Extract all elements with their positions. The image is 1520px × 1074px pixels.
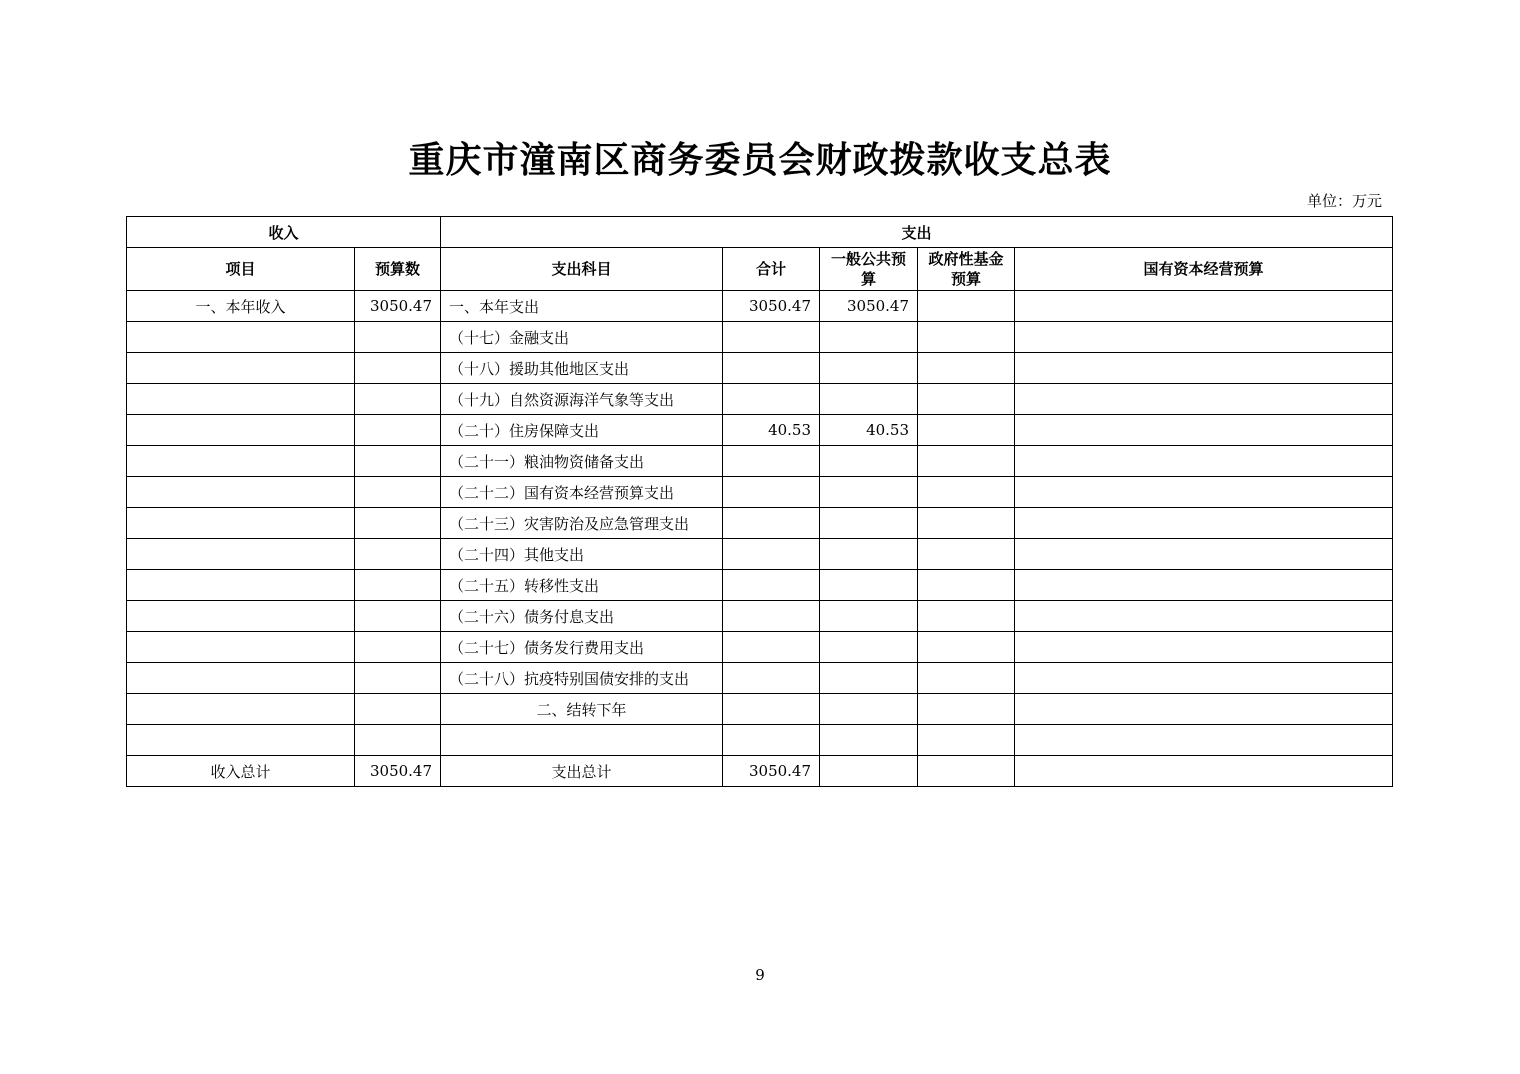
- unit-label: 单位：万元: [1306, 192, 1382, 210]
- row-total-cell: [723, 694, 820, 725]
- row-total-cell: 3050.47: [723, 291, 820, 322]
- row-capital-cell: [1015, 446, 1393, 477]
- row-total-cell: [723, 446, 820, 477]
- row-item-cell: [127, 601, 355, 632]
- row-budget-cell: [355, 415, 441, 446]
- table-row: [127, 725, 1393, 756]
- row-total-cell: [723, 570, 820, 601]
- row-fund-cell: [918, 477, 1015, 508]
- page-title: 重庆市潼南区商务委员会财政拨款收支总表: [408, 139, 1112, 181]
- row-capital-cell: [1015, 601, 1393, 632]
- row-general-cell: [820, 353, 918, 384]
- row-fund-cell: [918, 508, 1015, 539]
- row-budget-cell: [355, 322, 441, 353]
- row-subject-cell: 二、结转下年: [441, 694, 723, 725]
- row-capital-cell: [1015, 415, 1393, 446]
- total-header: 合计: [723, 248, 820, 291]
- row-total-cell: [723, 663, 820, 694]
- row-budget-cell: [355, 694, 441, 725]
- row-budget-cell: 3050.47: [355, 756, 441, 787]
- row-fund-cell: [918, 694, 1015, 725]
- row-general-cell: [820, 756, 918, 787]
- row-budget-cell: [355, 570, 441, 601]
- row-general-cell: [820, 632, 918, 663]
- row-fund-cell: [918, 570, 1015, 601]
- row-total-cell: [723, 384, 820, 415]
- column-header-row: [127, 248, 1393, 291]
- row-subject-cell: （二十三）灾害防治及应急管理支出: [441, 508, 723, 539]
- row-subject-cell: （二十）住房保障支出: [441, 415, 723, 446]
- row-general-cell: [820, 384, 918, 415]
- table-row: [127, 384, 1393, 415]
- row-item-cell: [127, 694, 355, 725]
- row-capital-cell: [1015, 539, 1393, 570]
- row-total-cell: [723, 632, 820, 663]
- row-capital-cell: [1015, 694, 1393, 725]
- row-subject-cell: （二十七）债务发行费用支出: [441, 632, 723, 663]
- row-fund-cell: [918, 725, 1015, 756]
- row-budget-cell: [355, 353, 441, 384]
- row-general-cell: [820, 322, 918, 353]
- row-fund-cell: [918, 663, 1015, 694]
- row-subject-cell: （十九）自然资源海洋气象等支出: [441, 384, 723, 415]
- row-fund-cell: [918, 756, 1015, 787]
- row-capital-cell: [1015, 508, 1393, 539]
- row-budget-cell: [355, 384, 441, 415]
- row-item-cell: [127, 477, 355, 508]
- item-header: 项目: [127, 248, 355, 291]
- row-general-cell: [820, 477, 918, 508]
- row-fund-cell: [918, 539, 1015, 570]
- row-fund-cell: [918, 322, 1015, 353]
- row-general-cell: [820, 663, 918, 694]
- row-subject-cell: （十八）援助其他地区支出: [441, 353, 723, 384]
- row-total-cell: [723, 322, 820, 353]
- row-subject-cell: （十七）金融支出: [441, 322, 723, 353]
- table-row: [127, 508, 1393, 539]
- row-fund-cell: [918, 601, 1015, 632]
- row-subject-cell: [441, 725, 723, 756]
- row-budget-cell: [355, 601, 441, 632]
- table-row: [127, 601, 1393, 632]
- row-item-cell: 收入总计: [127, 756, 355, 787]
- row-item-cell: [127, 446, 355, 477]
- expense-subject-header: 支出科目: [441, 248, 723, 291]
- row-total-cell: [723, 508, 820, 539]
- row-general-cell: [820, 446, 918, 477]
- row-subject-cell: （二十五）转移性支出: [441, 570, 723, 601]
- row-subject-cell: 支出总计: [441, 756, 723, 787]
- row-item-cell: 一、本年收入: [127, 291, 355, 322]
- budget-table: [126, 216, 1393, 787]
- row-subject-cell: （二十八）抗疫特别国债安排的支出: [441, 663, 723, 694]
- table-row: [127, 446, 1393, 477]
- table-row: [127, 663, 1393, 694]
- row-general-cell: [820, 570, 918, 601]
- table-row: [127, 570, 1393, 601]
- row-total-cell: [723, 477, 820, 508]
- row-budget-cell: [355, 446, 441, 477]
- row-capital-cell: [1015, 663, 1393, 694]
- row-item-cell: [127, 508, 355, 539]
- row-budget-cell: [355, 477, 441, 508]
- row-capital-cell: [1015, 353, 1393, 384]
- row-capital-cell: [1015, 725, 1393, 756]
- table-row: [127, 291, 1393, 322]
- row-item-cell: [127, 353, 355, 384]
- row-fund-cell: [918, 632, 1015, 663]
- row-item-cell: [127, 539, 355, 570]
- row-item-cell: [127, 384, 355, 415]
- table-row: [127, 353, 1393, 384]
- row-total-cell: [723, 601, 820, 632]
- state-capital-header: 国有资本经营预算: [1015, 248, 1393, 291]
- row-budget-cell: [355, 663, 441, 694]
- table-body: [127, 291, 1393, 787]
- row-fund-cell: [918, 291, 1015, 322]
- row-total-cell: 40.53: [723, 415, 820, 446]
- row-fund-cell: [918, 415, 1015, 446]
- row-capital-cell: [1015, 477, 1393, 508]
- row-fund-cell: [918, 446, 1015, 477]
- table-row: [127, 756, 1393, 787]
- row-total-cell: 3050.47: [723, 756, 820, 787]
- row-total-cell: [723, 353, 820, 384]
- row-capital-cell: [1015, 291, 1393, 322]
- row-total-cell: [723, 539, 820, 570]
- row-subject-cell: 一、本年支出: [441, 291, 723, 322]
- row-fund-cell: [918, 353, 1015, 384]
- row-item-cell: [127, 663, 355, 694]
- row-general-cell: [820, 539, 918, 570]
- row-general-cell: 40.53: [820, 415, 918, 446]
- gov-fund-header: 政府性基金预算: [918, 248, 1015, 291]
- row-subject-cell: （二十二）国有资本经营预算支出: [441, 477, 723, 508]
- row-capital-cell: [1015, 322, 1393, 353]
- row-budget-cell: [355, 632, 441, 663]
- row-budget-cell: [355, 539, 441, 570]
- row-budget-cell: [355, 725, 441, 756]
- row-general-cell: [820, 725, 918, 756]
- row-subject-cell: （二十六）债务付息支出: [441, 601, 723, 632]
- row-capital-cell: [1015, 756, 1393, 787]
- budget-header: 预算数: [355, 248, 441, 291]
- row-item-cell: [127, 322, 355, 353]
- expense-header: 支出: [441, 217, 1393, 248]
- table-row: [127, 694, 1393, 725]
- row-general-cell: [820, 694, 918, 725]
- table-row: [127, 477, 1393, 508]
- table-row: [127, 539, 1393, 570]
- group-header-row: [127, 217, 1393, 248]
- row-capital-cell: [1015, 570, 1393, 601]
- row-general-cell: [820, 508, 918, 539]
- row-subject-cell: （二十一）粮油物资储备支出: [441, 446, 723, 477]
- table-row: [127, 632, 1393, 663]
- table-row: [127, 415, 1393, 446]
- row-item-cell: [127, 725, 355, 756]
- row-capital-cell: [1015, 384, 1393, 415]
- row-item-cell: [127, 415, 355, 446]
- row-fund-cell: [918, 384, 1015, 415]
- row-general-cell: [820, 601, 918, 632]
- row-item-cell: [127, 632, 355, 663]
- row-subject-cell: （二十四）其他支出: [441, 539, 723, 570]
- row-total-cell: [723, 725, 820, 756]
- row-budget-cell: [355, 508, 441, 539]
- row-general-cell: 3050.47: [820, 291, 918, 322]
- table-row: [127, 322, 1393, 353]
- row-capital-cell: [1015, 632, 1393, 663]
- page-number: 9: [755, 966, 765, 984]
- row-item-cell: [127, 570, 355, 601]
- income-header: 收入: [127, 217, 441, 248]
- general-public-header: 一般公共预算: [820, 248, 918, 291]
- row-budget-cell: 3050.47: [355, 291, 441, 322]
